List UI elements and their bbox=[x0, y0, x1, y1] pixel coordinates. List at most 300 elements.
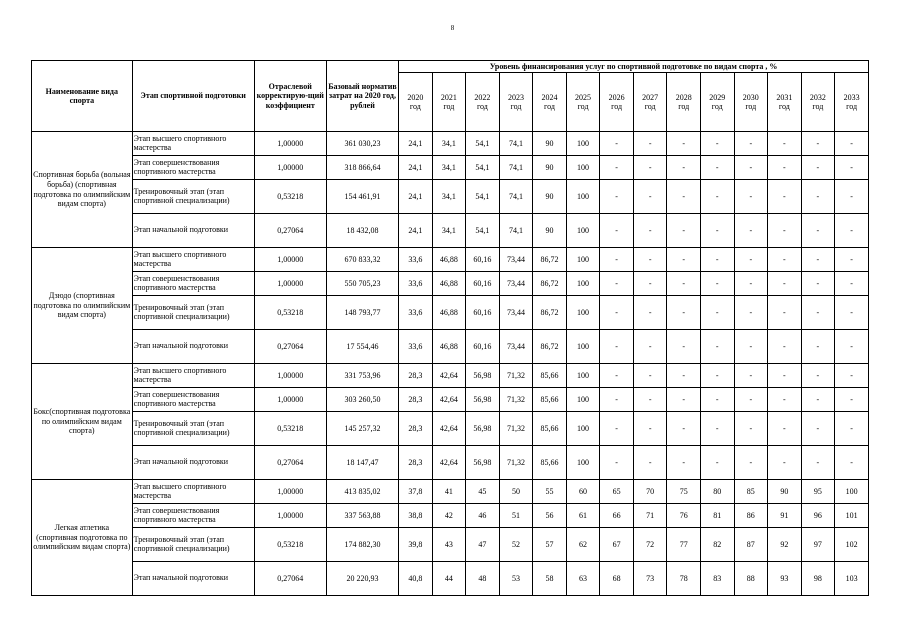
funding-value-cell: 33,6 bbox=[399, 296, 433, 330]
funding-value-cell: 90 bbox=[533, 156, 567, 180]
funding-value-cell: 85 bbox=[734, 480, 768, 504]
funding-value-cell: - bbox=[633, 132, 667, 156]
funding-value-cell: 42,64 bbox=[432, 446, 466, 480]
funding-value-cell: - bbox=[600, 296, 634, 330]
funding-value-cell: 74,1 bbox=[499, 156, 533, 180]
funding-value-cell: - bbox=[801, 412, 835, 446]
table-row bbox=[32, 330, 869, 364]
coefficient-cell: 1,00000 bbox=[254, 388, 326, 412]
header-year bbox=[399, 73, 433, 132]
funding-value-cell: - bbox=[734, 132, 768, 156]
table-row bbox=[32, 504, 869, 528]
funding-value-cell: - bbox=[768, 388, 802, 412]
funding-value-cell: - bbox=[835, 272, 869, 296]
funding-value-cell: - bbox=[667, 248, 701, 272]
header-year bbox=[600, 73, 634, 132]
funding-value-cell: 43 bbox=[432, 528, 466, 562]
stage-cell: Этап совершенствования спортивного мастерства bbox=[132, 272, 254, 296]
stage-cell: Этап высшего спортивного мастерства bbox=[132, 480, 254, 504]
header-year bbox=[667, 73, 701, 132]
funding-value-cell: - bbox=[600, 180, 634, 214]
funding-value-cell: - bbox=[633, 364, 667, 388]
header-year-number: 2031 bbox=[776, 92, 793, 102]
funding-value-cell: 77 bbox=[667, 528, 701, 562]
funding-value-cell: - bbox=[667, 272, 701, 296]
funding-value-cell: - bbox=[835, 214, 869, 248]
header-year bbox=[700, 73, 734, 132]
header-year bbox=[801, 73, 835, 132]
table-row bbox=[32, 446, 869, 480]
funding-value-cell: - bbox=[835, 248, 869, 272]
header-year-word: год bbox=[510, 102, 522, 111]
funding-value-cell: - bbox=[667, 446, 701, 480]
funding-value-cell: 97 bbox=[801, 528, 835, 562]
funding-value-cell: - bbox=[734, 446, 768, 480]
stage-cell: Тренировочный этап (этап спортивной специализации) bbox=[132, 296, 254, 330]
funding-value-cell: 90 bbox=[533, 132, 567, 156]
base-norm-cell: 20 220,93 bbox=[326, 562, 398, 596]
header-coefficient: Отраслевой корректирую-щий коэффициент bbox=[254, 61, 326, 132]
table-row bbox=[32, 364, 869, 388]
header-year-word: год bbox=[476, 102, 488, 111]
funding-value-cell: 90 bbox=[533, 180, 567, 214]
header-year-word: год bbox=[711, 102, 723, 111]
funding-value-cell: - bbox=[633, 214, 667, 248]
funding-value-cell: - bbox=[600, 214, 634, 248]
funding-value-cell: - bbox=[734, 180, 768, 214]
funding-value-cell: - bbox=[768, 412, 802, 446]
funding-value-cell: 54,1 bbox=[466, 156, 500, 180]
funding-value-cell: 28,3 bbox=[399, 388, 433, 412]
table-row bbox=[32, 412, 869, 446]
funding-value-cell: - bbox=[734, 388, 768, 412]
header-year bbox=[768, 73, 802, 132]
header-year-number: 2021 bbox=[440, 92, 457, 102]
funding-value-cell: 101 bbox=[835, 504, 869, 528]
header-year bbox=[466, 73, 500, 132]
funding-value-cell: 34,1 bbox=[432, 180, 466, 214]
funding-value-cell: 100 bbox=[566, 180, 600, 214]
coefficient-cell: 1,00000 bbox=[254, 272, 326, 296]
funding-value-cell: 100 bbox=[566, 296, 600, 330]
funding-value-cell: 24,1 bbox=[399, 180, 433, 214]
funding-value-cell: 73,44 bbox=[499, 272, 533, 296]
funding-value-cell: 28,3 bbox=[399, 364, 433, 388]
coefficient-cell: 0,27064 bbox=[254, 214, 326, 248]
funding-value-cell: 52 bbox=[499, 528, 533, 562]
funding-value-cell: 56 bbox=[533, 504, 567, 528]
funding-value-cell: 86,72 bbox=[533, 248, 567, 272]
funding-value-cell: - bbox=[768, 156, 802, 180]
header-base-norm: Базовый норматив затрат на 2020 год, рублей bbox=[326, 61, 398, 132]
funding-value-cell: - bbox=[801, 296, 835, 330]
header-year-word: год bbox=[443, 102, 455, 111]
funding-value-cell: 34,1 bbox=[432, 132, 466, 156]
funding-value-cell: 90 bbox=[768, 480, 802, 504]
funding-value-cell: 98 bbox=[801, 562, 835, 596]
funding-value-cell: 38,8 bbox=[399, 504, 433, 528]
funding-value-cell: - bbox=[700, 132, 734, 156]
base-norm-cell: 145 257,32 bbox=[326, 412, 398, 446]
funding-value-cell: - bbox=[768, 214, 802, 248]
funding-value-cell: 56,98 bbox=[466, 412, 500, 446]
funding-value-cell: - bbox=[600, 446, 634, 480]
header-year-number: 2025 bbox=[575, 92, 592, 102]
table-row bbox=[32, 272, 869, 296]
funding-value-cell: 24,1 bbox=[399, 132, 433, 156]
funding-value-cell: 100 bbox=[566, 132, 600, 156]
base-norm-cell: 670 833,32 bbox=[326, 248, 398, 272]
funding-value-cell: 33,6 bbox=[399, 248, 433, 272]
funding-value-cell: - bbox=[768, 272, 802, 296]
funding-value-cell: - bbox=[768, 180, 802, 214]
funding-value-cell: 58 bbox=[533, 562, 567, 596]
header-year-number: 2022 bbox=[474, 92, 491, 102]
funding-value-cell: 78 bbox=[667, 562, 701, 596]
funding-value-cell: 100 bbox=[566, 330, 600, 364]
funding-value-cell: 34,1 bbox=[432, 156, 466, 180]
funding-value-cell: 63 bbox=[566, 562, 600, 596]
header-year-word: год bbox=[577, 102, 589, 111]
header-year bbox=[633, 73, 667, 132]
funding-value-cell: - bbox=[801, 388, 835, 412]
base-norm-cell: 148 793,77 bbox=[326, 296, 398, 330]
funding-value-cell: - bbox=[835, 180, 869, 214]
table-row bbox=[32, 562, 869, 596]
funding-value-cell: - bbox=[835, 156, 869, 180]
funding-value-cell: 45 bbox=[466, 480, 500, 504]
funding-value-cell: 73,44 bbox=[499, 296, 533, 330]
funding-value-cell: 86,72 bbox=[533, 272, 567, 296]
table-row bbox=[32, 480, 869, 504]
funding-value-cell: - bbox=[633, 296, 667, 330]
header-year-number: 2033 bbox=[843, 92, 860, 102]
base-norm-cell: 174 882,30 bbox=[326, 528, 398, 562]
header-year-number: 2026 bbox=[608, 92, 625, 102]
funding-value-cell: - bbox=[768, 446, 802, 480]
sport-name-cell: Бокс(спортивная подготовка по олимпийским видам спорта) bbox=[32, 364, 133, 480]
funding-value-cell: 56,98 bbox=[466, 364, 500, 388]
header-year-number: 2027 bbox=[642, 92, 659, 102]
stage-cell: Этап начальной подготовки bbox=[132, 214, 254, 248]
table-row bbox=[32, 132, 869, 156]
table-row bbox=[32, 248, 869, 272]
funding-value-cell: 56,98 bbox=[466, 388, 500, 412]
funding-value-cell: 33,6 bbox=[399, 272, 433, 296]
header-year-word: год bbox=[745, 102, 757, 111]
funding-value-cell: 85,66 bbox=[533, 388, 567, 412]
base-norm-cell: 337 563,88 bbox=[326, 504, 398, 528]
page-number: 8 bbox=[450, 24, 455, 32]
funding-value-cell: - bbox=[600, 364, 634, 388]
base-norm-cell: 331 753,96 bbox=[326, 364, 398, 388]
funding-value-cell: 76 bbox=[667, 504, 701, 528]
table-row bbox=[32, 214, 869, 248]
funding-value-cell: - bbox=[700, 248, 734, 272]
funding-value-cell: - bbox=[600, 156, 634, 180]
funding-value-cell: 65 bbox=[600, 480, 634, 504]
coefficient-cell: 0,53218 bbox=[254, 180, 326, 214]
base-norm-cell: 154 461,91 bbox=[326, 180, 398, 214]
funding-value-cell: 72 bbox=[633, 528, 667, 562]
header-year-number: 2032 bbox=[809, 92, 826, 102]
funding-value-cell: 39,8 bbox=[399, 528, 433, 562]
base-norm-cell: 18 147,47 bbox=[326, 446, 398, 480]
funding-value-cell: 24,1 bbox=[399, 156, 433, 180]
funding-value-cell: - bbox=[801, 272, 835, 296]
funding-value-cell: - bbox=[667, 364, 701, 388]
funding-value-cell: - bbox=[633, 446, 667, 480]
header-year-word: год bbox=[778, 102, 790, 111]
funding-value-cell: - bbox=[633, 330, 667, 364]
header-year-number: 2030 bbox=[742, 92, 759, 102]
header-stage: Этап спортивной подготовки bbox=[132, 61, 254, 132]
coefficient-cell: 1,00000 bbox=[254, 156, 326, 180]
stage-cell: Этап совершенствования спортивного мастерства bbox=[132, 156, 254, 180]
base-norm-cell: 550 705,23 bbox=[326, 272, 398, 296]
funding-value-cell: - bbox=[633, 388, 667, 412]
funding-value-cell: 24,1 bbox=[399, 214, 433, 248]
funding-value-cell: 60,16 bbox=[466, 296, 500, 330]
funding-value-cell: 73,44 bbox=[499, 330, 533, 364]
funding-value-cell: 81 bbox=[700, 504, 734, 528]
funding-value-cell: - bbox=[734, 248, 768, 272]
funding-value-cell: 60,16 bbox=[466, 272, 500, 296]
base-norm-cell: 303 260,50 bbox=[326, 388, 398, 412]
coefficient-cell: 0,27064 bbox=[254, 446, 326, 480]
funding-value-cell: - bbox=[700, 214, 734, 248]
funding-value-cell: 71 bbox=[633, 504, 667, 528]
funding-value-cell: 100 bbox=[566, 446, 600, 480]
funding-value-cell: 71,32 bbox=[499, 364, 533, 388]
stage-cell: Этап начальной подготовки bbox=[132, 446, 254, 480]
funding-value-cell: - bbox=[835, 132, 869, 156]
funding-value-cell: 74,1 bbox=[499, 180, 533, 214]
funding-value-cell: - bbox=[700, 272, 734, 296]
funding-value-cell: 56,98 bbox=[466, 446, 500, 480]
funding-table bbox=[31, 60, 869, 596]
funding-value-cell: 60,16 bbox=[466, 248, 500, 272]
header-year-number: 2023 bbox=[507, 92, 524, 102]
funding-value-cell: 100 bbox=[566, 388, 600, 412]
funding-value-cell: 93 bbox=[768, 562, 802, 596]
funding-value-cell: 48 bbox=[466, 562, 500, 596]
funding-value-cell: - bbox=[768, 248, 802, 272]
funding-value-cell: 86,72 bbox=[533, 296, 567, 330]
funding-value-cell: 71,32 bbox=[499, 412, 533, 446]
funding-value-cell: 42,64 bbox=[432, 364, 466, 388]
funding-value-cell: - bbox=[667, 180, 701, 214]
funding-value-cell: - bbox=[734, 272, 768, 296]
stage-cell: Тренировочный этап (этап спортивной специализации) bbox=[132, 180, 254, 214]
header-year bbox=[533, 73, 567, 132]
table-row bbox=[32, 296, 869, 330]
header-year bbox=[566, 73, 600, 132]
funding-value-cell: - bbox=[768, 132, 802, 156]
funding-value-cell: - bbox=[667, 388, 701, 412]
header-year-word: год bbox=[544, 102, 555, 111]
funding-value-cell: - bbox=[835, 388, 869, 412]
funding-value-cell: - bbox=[734, 214, 768, 248]
header-year-word: год bbox=[611, 102, 623, 111]
header-year bbox=[835, 73, 869, 132]
funding-value-cell: - bbox=[700, 364, 734, 388]
header-year bbox=[499, 73, 533, 132]
funding-value-cell: - bbox=[734, 412, 768, 446]
funding-value-cell: 67 bbox=[600, 528, 634, 562]
funding-value-cell: - bbox=[801, 364, 835, 388]
funding-value-cell: 86 bbox=[734, 504, 768, 528]
stage-cell: Этап высшего спортивного мастерства bbox=[132, 248, 254, 272]
funding-value-cell: 74,1 bbox=[499, 214, 533, 248]
funding-value-cell: 54,1 bbox=[466, 214, 500, 248]
funding-value-cell: 88 bbox=[734, 562, 768, 596]
header-year-word: год bbox=[644, 102, 656, 111]
funding-value-cell: 46,88 bbox=[432, 248, 466, 272]
funding-value-cell: - bbox=[600, 132, 634, 156]
base-norm-cell: 413 835,02 bbox=[326, 480, 398, 504]
coefficient-cell: 1,00000 bbox=[254, 504, 326, 528]
funding-value-cell: 71,32 bbox=[499, 388, 533, 412]
funding-value-cell: - bbox=[700, 296, 734, 330]
funding-value-cell: - bbox=[835, 364, 869, 388]
coefficient-cell: 0,53218 bbox=[254, 296, 326, 330]
funding-value-cell: - bbox=[801, 330, 835, 364]
coefficient-cell: 1,00000 bbox=[254, 364, 326, 388]
funding-value-cell: - bbox=[835, 446, 869, 480]
header-year-number: 2020 bbox=[407, 92, 424, 102]
funding-value-cell: - bbox=[667, 156, 701, 180]
stage-cell: Этап совершенствования спортивного мастерства bbox=[132, 388, 254, 412]
sport-name-cell: Легкая атлетика (спортивная подготовка по олимпийским видам спорта) bbox=[32, 480, 133, 596]
funding-value-cell: - bbox=[734, 296, 768, 330]
funding-value-cell: 33,6 bbox=[399, 330, 433, 364]
funding-value-cell: 57 bbox=[533, 528, 567, 562]
funding-value-cell: 55 bbox=[533, 480, 567, 504]
funding-value-cell: 103 bbox=[835, 562, 869, 596]
funding-value-cell: - bbox=[633, 412, 667, 446]
funding-value-cell: - bbox=[633, 272, 667, 296]
funding-value-cell: 66 bbox=[600, 504, 634, 528]
funding-value-cell: - bbox=[835, 330, 869, 364]
funding-value-cell: 73 bbox=[633, 562, 667, 596]
funding-value-cell: - bbox=[667, 296, 701, 330]
funding-value-cell: 100 bbox=[566, 412, 600, 446]
funding-value-cell: 60,16 bbox=[466, 330, 500, 364]
table-row bbox=[32, 388, 869, 412]
funding-value-cell: - bbox=[768, 364, 802, 388]
funding-value-cell: 34,1 bbox=[432, 214, 466, 248]
funding-value-cell: - bbox=[801, 156, 835, 180]
funding-value-cell: - bbox=[633, 248, 667, 272]
funding-value-cell: - bbox=[801, 180, 835, 214]
coefficient-cell: 0,53218 bbox=[254, 528, 326, 562]
funding-value-cell: - bbox=[734, 330, 768, 364]
funding-value-cell: - bbox=[667, 214, 701, 248]
header-year-number: 2024 bbox=[541, 92, 558, 102]
coefficient-cell: 0,27064 bbox=[254, 562, 326, 596]
funding-value-cell: - bbox=[633, 180, 667, 214]
funding-value-cell: 83 bbox=[700, 562, 734, 596]
funding-value-cell: - bbox=[700, 156, 734, 180]
funding-value-cell: - bbox=[801, 446, 835, 480]
funding-value-cell: - bbox=[633, 156, 667, 180]
funding-value-cell: 47 bbox=[466, 528, 500, 562]
funding-value-cell: - bbox=[600, 248, 634, 272]
coefficient-cell: 1,00000 bbox=[254, 132, 326, 156]
funding-value-cell: 74,1 bbox=[499, 132, 533, 156]
table-row bbox=[32, 180, 869, 214]
funding-value-cell: - bbox=[700, 388, 734, 412]
funding-value-cell: 46 bbox=[466, 504, 500, 528]
funding-value-cell: - bbox=[667, 132, 701, 156]
funding-value-cell: 54,1 bbox=[466, 132, 500, 156]
funding-value-cell: - bbox=[667, 412, 701, 446]
header-year-number: 2028 bbox=[675, 92, 692, 102]
funding-value-cell: - bbox=[801, 132, 835, 156]
funding-value-cell: 87 bbox=[734, 528, 768, 562]
header-year bbox=[734, 73, 768, 132]
header-funding-level: Уровень финансирования услуг по спортивной подготовке по видам спорта , % bbox=[399, 61, 869, 73]
header-year-word: год bbox=[846, 102, 858, 111]
funding-value-cell: 42 bbox=[432, 504, 466, 528]
funding-value-cell: 54,1 bbox=[466, 180, 500, 214]
coefficient-cell: 1,00000 bbox=[254, 480, 326, 504]
stage-cell: Этап начальной подготовки bbox=[132, 330, 254, 364]
funding-value-cell: 28,3 bbox=[399, 412, 433, 446]
funding-value-cell: - bbox=[667, 330, 701, 364]
funding-value-cell: - bbox=[600, 388, 634, 412]
header-year-word: год bbox=[678, 102, 690, 111]
funding-value-cell: - bbox=[801, 214, 835, 248]
base-norm-cell: 17 554,46 bbox=[326, 330, 398, 364]
funding-value-cell: 100 bbox=[566, 248, 600, 272]
funding-value-cell: 46,88 bbox=[432, 330, 466, 364]
table-row bbox=[32, 156, 869, 180]
header-year-word: год bbox=[812, 102, 824, 111]
funding-value-cell: - bbox=[801, 248, 835, 272]
funding-value-cell: 91 bbox=[768, 504, 802, 528]
funding-value-cell: 100 bbox=[566, 272, 600, 296]
funding-value-cell: 102 bbox=[835, 528, 869, 562]
funding-value-cell: - bbox=[768, 330, 802, 364]
funding-value-cell: 37,8 bbox=[399, 480, 433, 504]
funding-value-cell: 82 bbox=[700, 528, 734, 562]
funding-value-cell: - bbox=[600, 330, 634, 364]
funding-value-cell: 42,64 bbox=[432, 412, 466, 446]
funding-value-cell: 44 bbox=[432, 562, 466, 596]
stage-cell: Этап высшего спортивного мастерства bbox=[132, 132, 254, 156]
funding-value-cell: 100 bbox=[835, 480, 869, 504]
funding-value-cell: - bbox=[768, 296, 802, 330]
header-year-number: 2029 bbox=[709, 92, 726, 102]
funding-value-cell: 85,66 bbox=[533, 412, 567, 446]
funding-value-cell: 46,88 bbox=[432, 296, 466, 330]
header-sport: Наименование вида спорта bbox=[32, 61, 133, 132]
funding-value-cell: 42,64 bbox=[432, 388, 466, 412]
funding-value-cell: 100 bbox=[566, 364, 600, 388]
funding-value-cell: 28,3 bbox=[399, 446, 433, 480]
funding-value-cell: 80 bbox=[700, 480, 734, 504]
sport-name-cell: Дзюдо (спортивная подготовка по олимпийским видам спорта) bbox=[32, 248, 133, 364]
funding-value-cell: 73,44 bbox=[499, 248, 533, 272]
base-norm-cell: 18 432,08 bbox=[326, 214, 398, 248]
funding-value-cell: 86,72 bbox=[533, 330, 567, 364]
funding-value-cell: 85,66 bbox=[533, 446, 567, 480]
stage-cell: Тренировочный этап (этап спортивной специализации) bbox=[132, 528, 254, 562]
header-year bbox=[432, 73, 466, 132]
funding-value-cell: 53 bbox=[499, 562, 533, 596]
